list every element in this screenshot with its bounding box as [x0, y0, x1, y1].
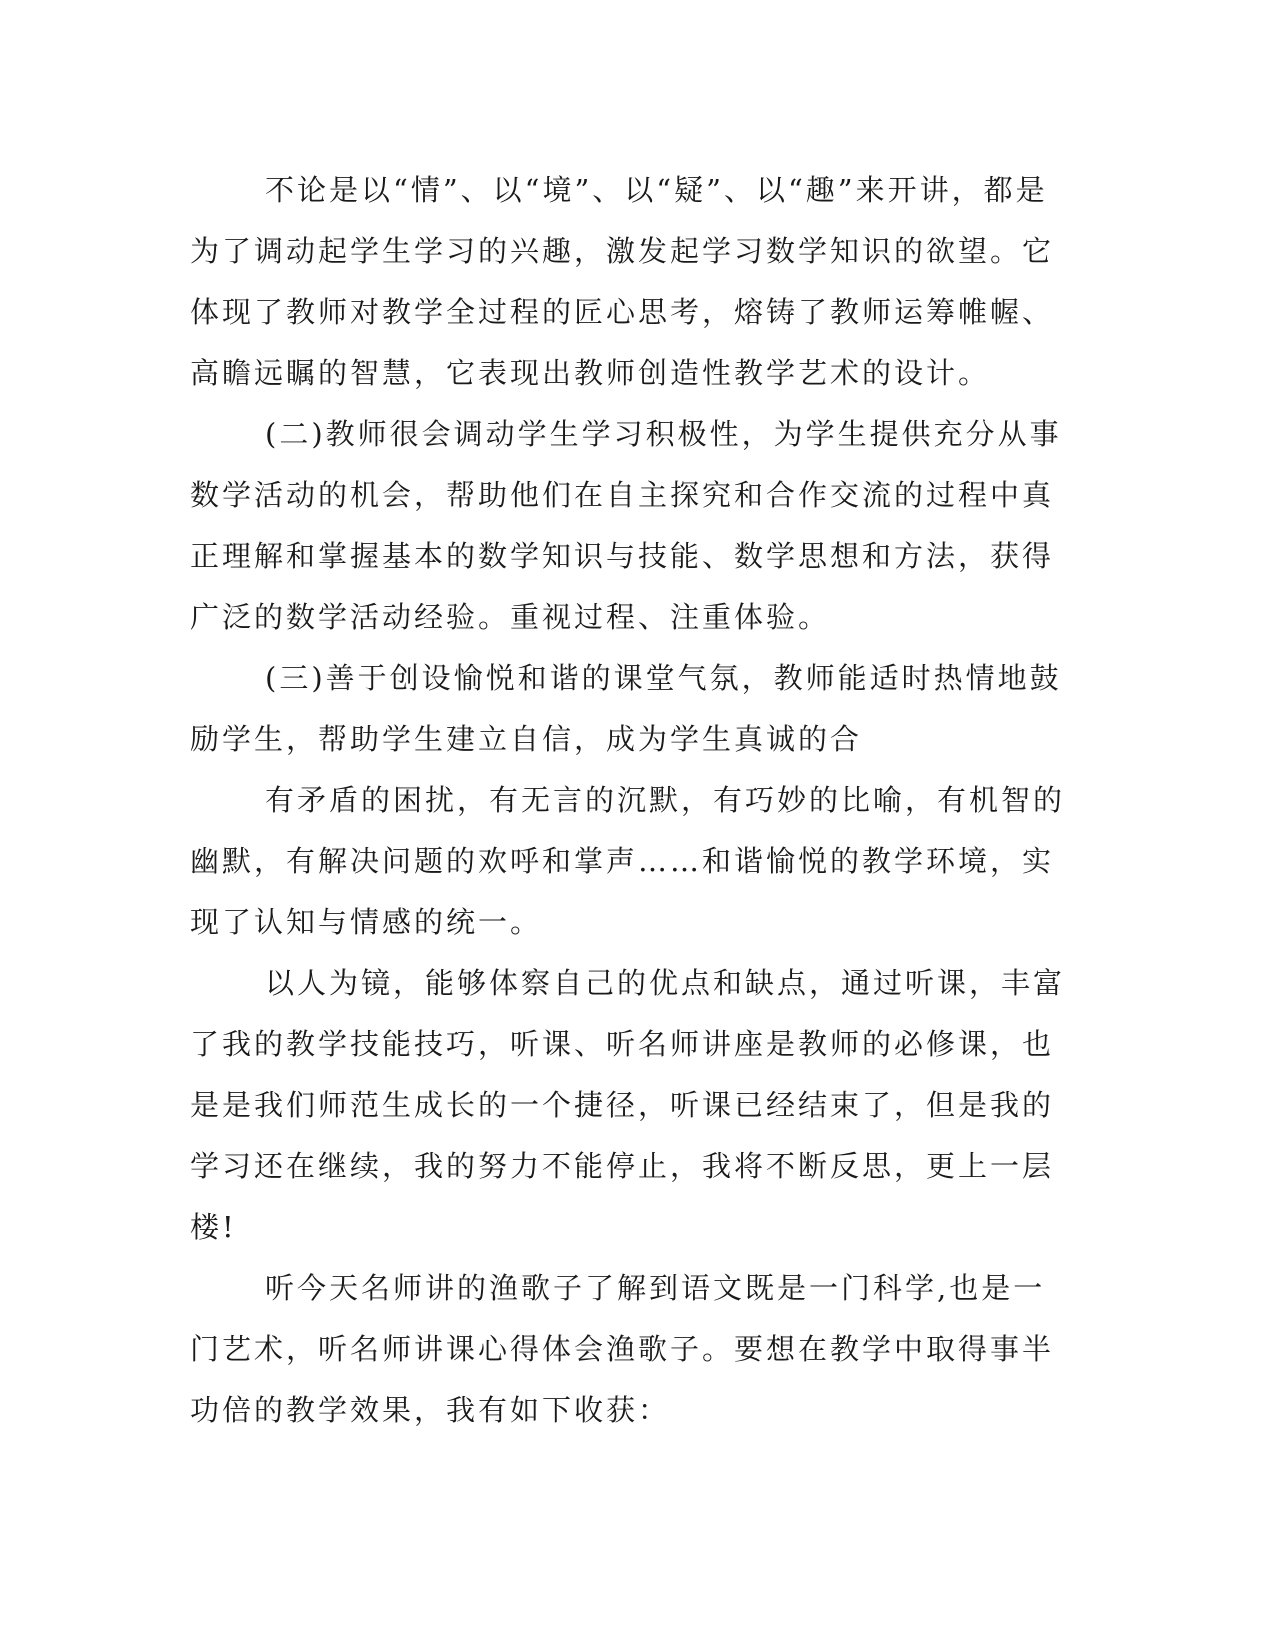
paragraph-opening-methods: 不论是以“情”、以“境”、以“疑”、以“趣”来开讲，都是为了调动起学生学习的兴趣，激发起学习数学知识的欲望。它体现了教师对教学全过程的匠心思考，熔铸了教师运筹帷幄、高瞻远瞩的智慧，它表现出教师创造性教学艺术的设计。: [190, 173, 1055, 390]
paragraph-reflection: 以人为镜，能够体察自己的优点和缺点，通过听课，丰富了我的教学技能技巧，听课、听名师讲座是教师的必修课，也是是我们师范生成长的一个捷径，听课已经结束了，但是我的学习还在继续，我的努力不能停止，我将不断反思，更上一层楼!: [190, 966, 1066, 1244]
paragraph-point-two: (二)教师很会调动学生学习积极性，为学生提供充分从事数学活动的机会，帮助他们在自主探究和合作交流的过程中真正理解和掌握基本的数学知识与技能、数学思想和方法，获得广泛的数学活动经验。重视过程、注重体验。: [190, 417, 1062, 634]
paragraph-classroom-atmosphere: 有矛盾的困扰，有无言的沉默，有巧妙的比喻，有机智的幽默，有解决问题的欢呼和掌声……和谐愉悦的教学环境，实现了认知与情感的统一。: [190, 783, 1066, 939]
paragraph-point-three: (三)善于创设愉悦和谐的课堂气氛，教师能适时热情地鼓励学生，帮助学生建立自信，成为学生真诚的合: [190, 661, 1062, 756]
paragraph-yugezi: 听今天名师讲的渔歌子了解到语文既是一门科学,也是一门艺术，听名师讲课心得体会渔歌子。要想在教学中取得事半功倍的教学效果，我有如下收获：: [190, 1271, 1055, 1427]
document-body: [190, 160, 1075, 1441]
